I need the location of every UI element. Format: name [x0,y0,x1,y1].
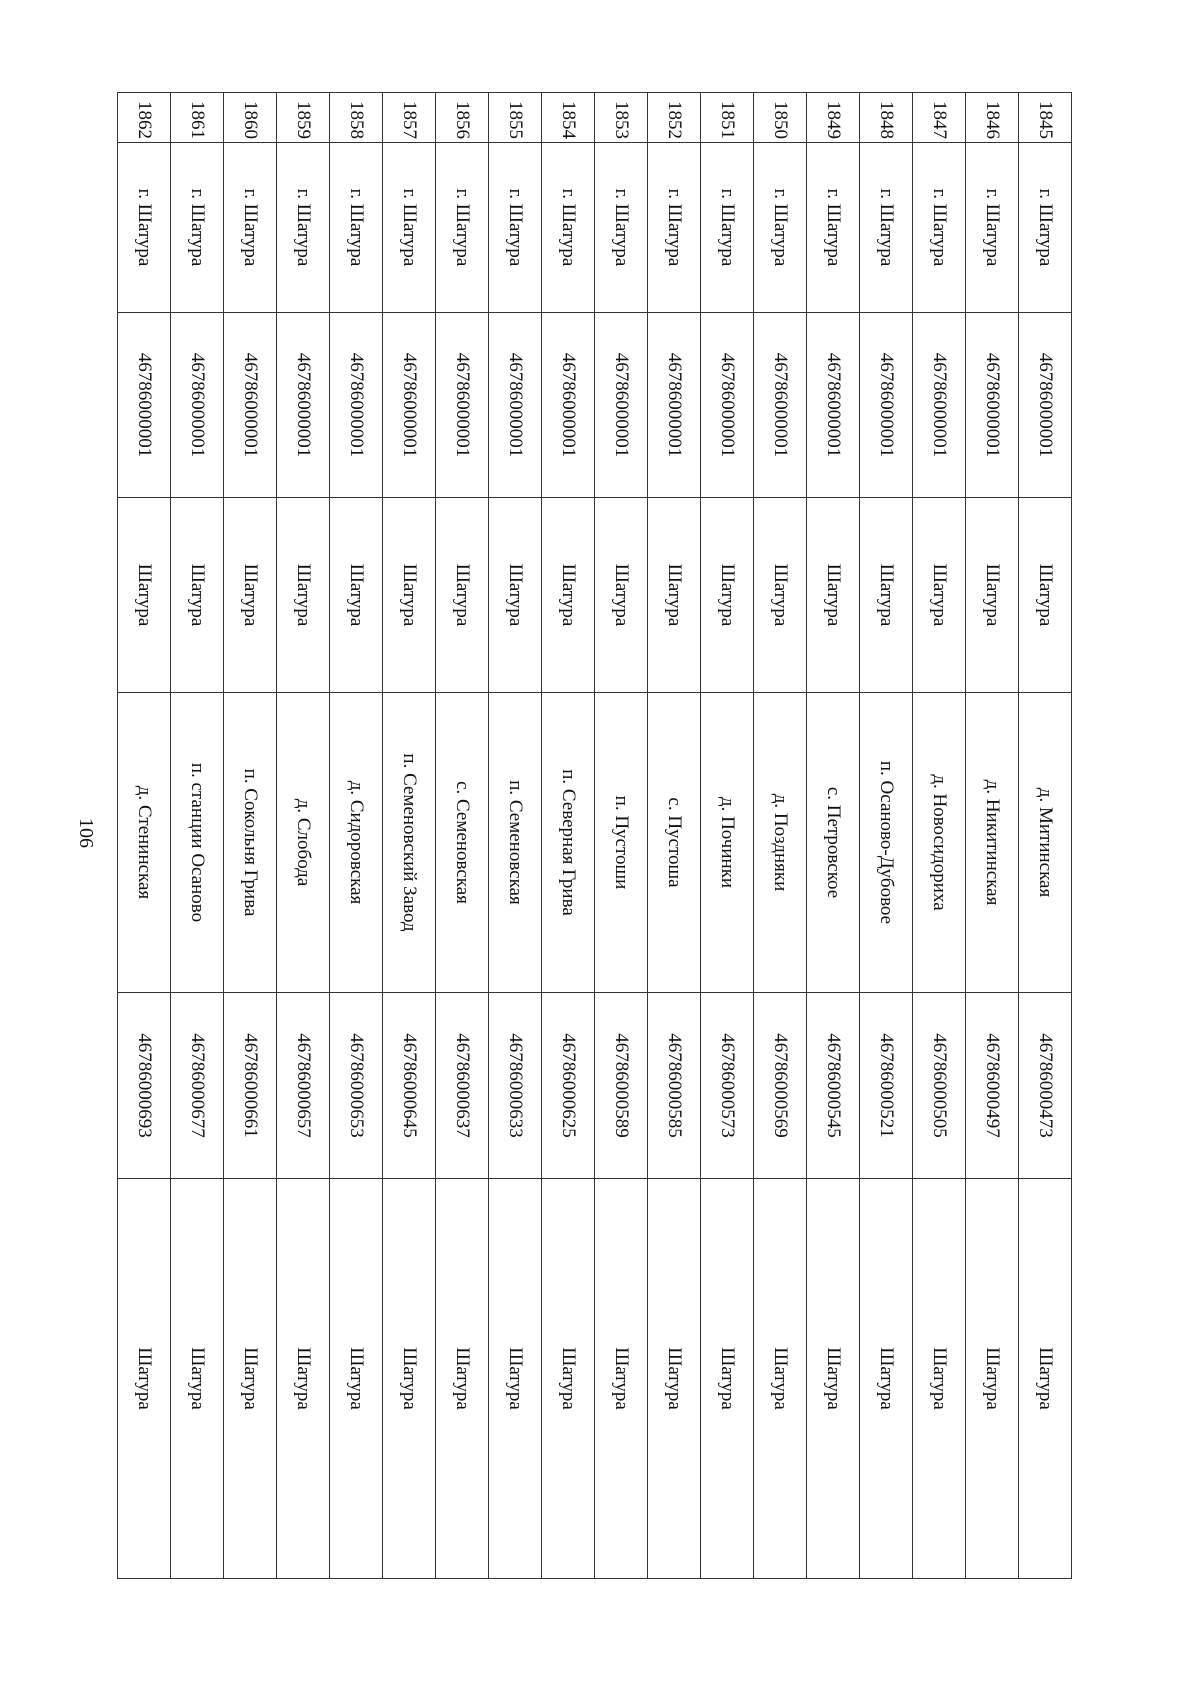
settlement-cell: д. Слобода [277,693,330,993]
settlement-town-cell: Шатура [701,1179,754,1579]
row-number-cell: 1847 [913,93,966,143]
settlement-cell: п. Пустоши [595,693,648,993]
municipality-cell: г. Шатура [648,143,701,313]
row-number-cell: 1861 [171,93,224,143]
row-number-cell: 1845 [1019,93,1072,143]
municipality-code-cell: 46786000001 [860,313,913,498]
table-row [648,93,701,1579]
municipality-town-cell: Шатура [860,498,913,693]
settlement-code-cell: 46786000645 [383,993,436,1179]
municipality-cell: г. Шатура [330,143,383,313]
municipality-town-cell: Шатура [171,498,224,693]
municipality-town-cell: Шатура [330,498,383,693]
settlement-cell: д. Митинская [1019,693,1072,993]
municipality-code-cell: 46786000001 [277,313,330,498]
settlement-cell: д. Стенинская [118,693,171,993]
municipality-cell: г. Шатура [595,143,648,313]
table-row [277,93,330,1579]
settlement-cell: с. Пустоша [648,693,701,993]
table-row [807,93,860,1579]
settlement-cell: п. станции Осаново [171,693,224,993]
table-row [118,93,171,1579]
row-number-cell: 1852 [648,93,701,143]
row-number-cell: 1859 [277,93,330,143]
row-number-cell: 1849 [807,93,860,143]
page-number: 106 [75,818,97,848]
settlement-town-cell: Шатура [224,1179,277,1579]
settlement-town-cell: Шатура [648,1179,701,1579]
settlement-code-cell: 46786000653 [330,993,383,1179]
settlement-town-cell: Шатура [330,1179,383,1579]
settlement-code-cell: 46786000573 [701,993,754,1179]
row-number-cell: 1858 [330,93,383,143]
table-row [754,93,807,1579]
settlement-cell: д. Сидоровская [330,693,383,993]
table-body [118,93,1072,1579]
municipality-code-cell: 46786000001 [913,313,966,498]
settlement-town-cell: Шатура [383,1179,436,1579]
settlement-cell: д. Починки [701,693,754,993]
settlement-town-cell: Шатура [171,1179,224,1579]
municipality-code-cell: 46786000001 [648,313,701,498]
municipality-cell: г. Шатура [966,143,1019,313]
municipality-town-cell: Шатура [277,498,330,693]
settlement-town-cell: Шатура [1019,1179,1072,1579]
settlement-code-cell: 46786000677 [171,993,224,1179]
municipality-code-cell: 46786000001 [966,313,1019,498]
municipality-code-cell: 46786000001 [595,313,648,498]
municipality-town-cell: Шатура [754,498,807,693]
municipality-code-cell: 46786000001 [171,313,224,498]
settlement-cell: п. Северная Грива [542,693,595,993]
settlement-code-cell: 46786000545 [807,993,860,1179]
settlement-cell: д. Поздняки [754,693,807,993]
municipality-cell: г. Шатура [807,143,860,313]
municipality-town-cell: Шатура [224,498,277,693]
table-row [489,93,542,1579]
table-row [224,93,277,1579]
municipality-code-cell: 46786000001 [489,313,542,498]
settlement-town-cell: Шатура [913,1179,966,1579]
settlement-town-cell: Шатура [118,1179,171,1579]
settlement-cell: д. Никитинская [966,693,1019,993]
municipality-code-cell: 46786000001 [542,313,595,498]
municipality-town-cell: Шатура [1019,498,1072,693]
settlement-cell: с. Петровское [807,693,860,993]
municipality-code-cell: 46786000001 [383,313,436,498]
row-number-cell: 1851 [701,93,754,143]
table-row [966,93,1019,1579]
municipality-town-cell: Шатура [118,498,171,693]
municipality-code-cell: 46786000001 [330,313,383,498]
settlement-code-cell: 46786000505 [913,993,966,1179]
municipality-town-cell: Шатура [648,498,701,693]
settlement-town-cell: Шатура [436,1179,489,1579]
row-number-cell: 1860 [224,93,277,143]
settlement-town-cell: Шатура [489,1179,542,1579]
settlement-code-cell: 46786000585 [648,993,701,1179]
municipality-cell: г. Шатура [701,143,754,313]
settlement-town-cell: Шатура [807,1179,860,1579]
municipality-code-cell: 46786000001 [224,313,277,498]
settlements-table-wrapper [118,92,1072,1578]
table-row [913,93,966,1579]
municipality-town-cell: Шатура [489,498,542,693]
settlement-code-cell: 46786000521 [860,993,913,1179]
municipality-code-cell: 46786000001 [118,313,171,498]
table-row [171,93,224,1579]
municipality-cell: г. Шатура [277,143,330,313]
settlement-cell: п. Семеновский Завод [383,693,436,993]
municipality-cell: г. Шатура [1019,143,1072,313]
table-row [436,93,489,1579]
row-number-cell: 1846 [966,93,1019,143]
settlement-code-cell: 46786000569 [754,993,807,1179]
settlement-town-cell: Шатура [595,1179,648,1579]
municipality-code-cell: 46786000001 [436,313,489,498]
settlement-code-cell: 46786000657 [277,993,330,1179]
municipality-town-cell: Шатура [542,498,595,693]
settlement-code-cell: 46786000497 [966,993,1019,1179]
municipality-cell: г. Шатура [542,143,595,313]
municipality-cell: г. Шатура [171,143,224,313]
settlement-cell: д. Новосидориха [913,693,966,993]
municipality-code-cell: 46786000001 [701,313,754,498]
table-row [595,93,648,1579]
municipality-cell: г. Шатура [383,143,436,313]
table-row [542,93,595,1579]
table-row [330,93,383,1579]
table-row [860,93,913,1579]
municipality-cell: г. Шатура [754,143,807,313]
municipality-town-cell: Шатура [966,498,1019,693]
row-number-cell: 1853 [595,93,648,143]
row-number-cell: 1862 [118,93,171,143]
row-number-cell: 1850 [754,93,807,143]
table-row [701,93,754,1579]
municipality-cell: г. Шатура [489,143,542,313]
settlement-town-cell: Шатура [754,1179,807,1579]
settlement-code-cell: 46786000633 [489,993,542,1179]
settlement-town-cell: Шатура [966,1179,1019,1579]
municipality-town-cell: Шатура [913,498,966,693]
municipality-cell: г. Шатура [436,143,489,313]
table-row [1019,93,1072,1579]
municipality-cell: г. Шатура [913,143,966,313]
municipality-cell: г. Шатура [224,143,277,313]
row-number-cell: 1856 [436,93,489,143]
municipality-town-cell: Шатура [807,498,860,693]
municipality-town-cell: Шатура [436,498,489,693]
settlement-cell: п. Сокольня Грива [224,693,277,993]
municipality-town-cell: Шатура [701,498,754,693]
row-number-cell: 1857 [383,93,436,143]
settlement-cell: с. Семеновская [436,693,489,993]
row-number-cell: 1854 [542,93,595,143]
municipality-code-cell: 46786000001 [1019,313,1072,498]
settlement-code-cell: 46786000637 [436,993,489,1179]
settlement-code-cell: 46786000589 [595,993,648,1179]
settlement-code-cell: 46786000473 [1019,993,1072,1179]
settlement-code-cell: 46786000693 [118,993,171,1179]
settlement-code-cell: 46786000625 [542,993,595,1179]
settlement-cell: п. Семеновская [489,693,542,993]
settlement-cell: п. Осаново-Дубовое [860,693,913,993]
settlement-code-cell: 46786000661 [224,993,277,1179]
settlements-table [117,92,1072,1579]
row-number-cell: 1848 [860,93,913,143]
row-number-cell: 1855 [489,93,542,143]
municipality-code-cell: 46786000001 [807,313,860,498]
settlement-town-cell: Шатура [542,1179,595,1579]
municipality-cell: г. Шатура [118,143,171,313]
municipality-code-cell: 46786000001 [754,313,807,498]
municipality-town-cell: Шатура [595,498,648,693]
municipality-town-cell: Шатура [383,498,436,693]
settlement-town-cell: Шатура [860,1179,913,1579]
municipality-cell: г. Шатура [860,143,913,313]
settlement-town-cell: Шатура [277,1179,330,1579]
table-row [383,93,436,1579]
